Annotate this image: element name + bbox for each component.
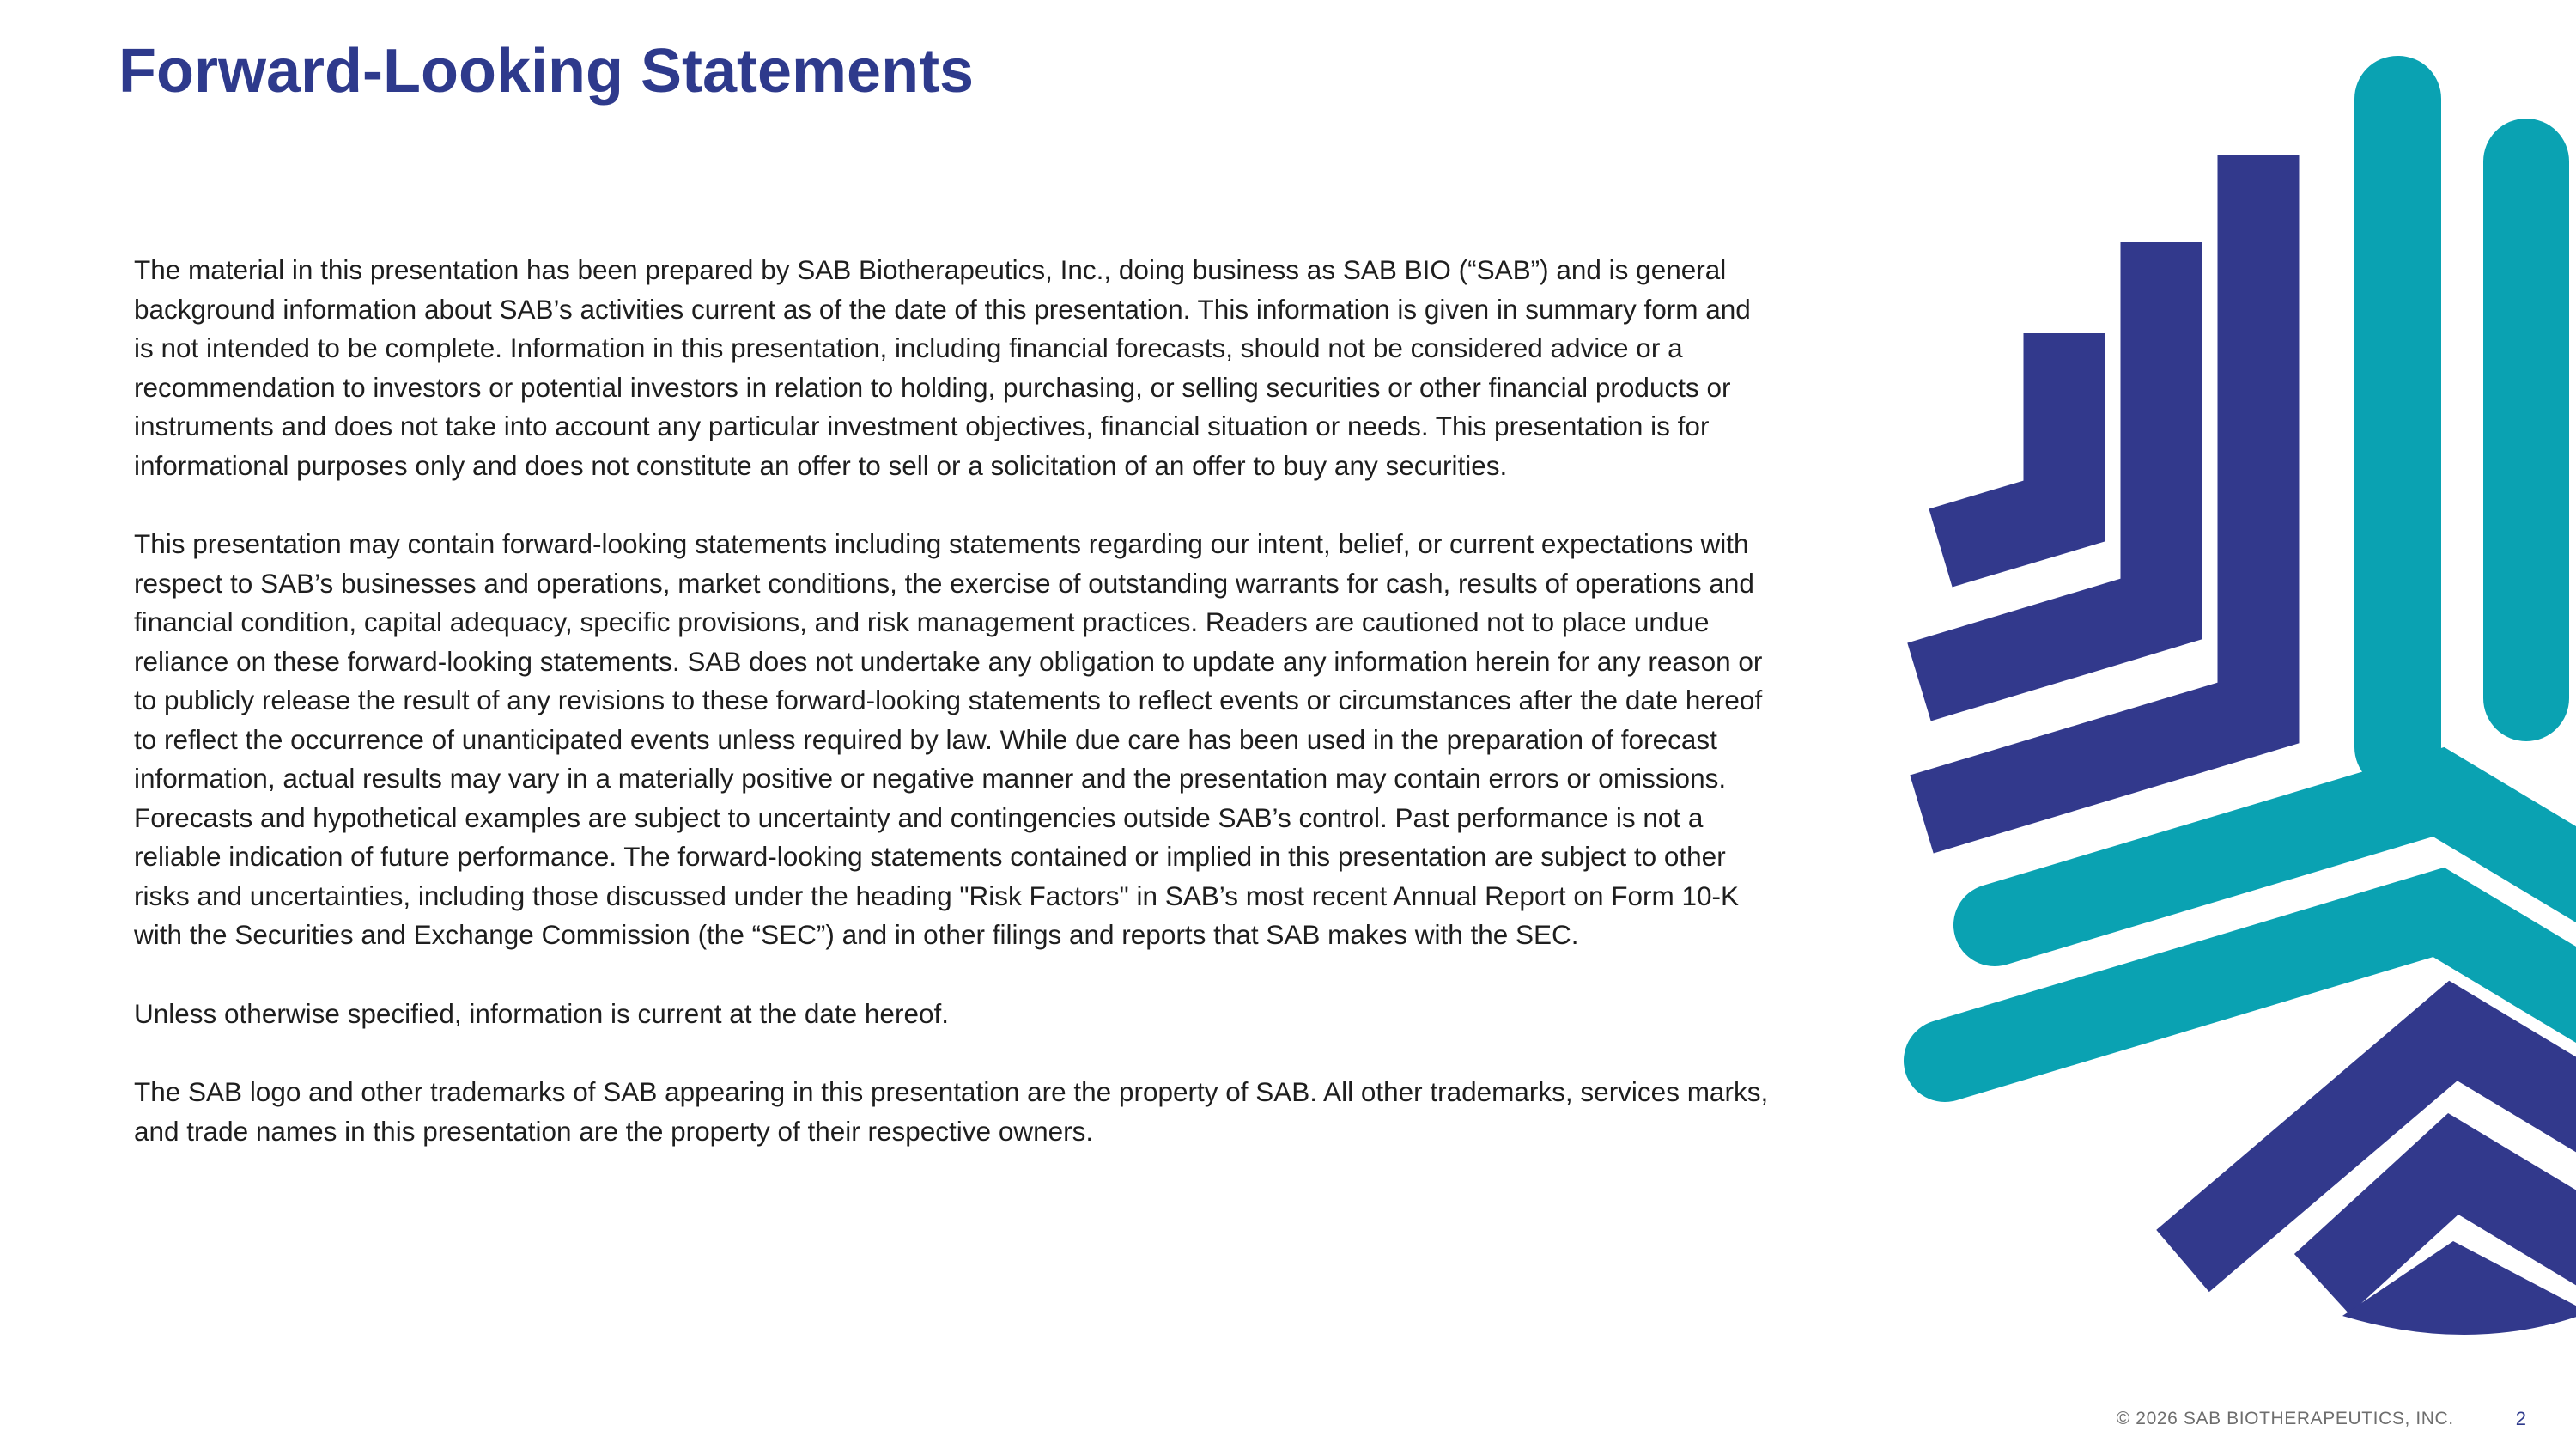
company-logo <box>1872 43 2576 1366</box>
disclaimer-paragraph: This presentation may contain forward-looking statements including statements regarding our intent, belief, or current expectations with respect to SAB’s businesses and operations, market conditions, the exercise of outstanding warrants for cash, results of operations and financial condition, capital adequacy, specific provisions, and risk management practices. Readers are cautioned not to place undue reliance on these forward-looking statements. SAB does not undertake any obligation to update any information herein for any reason or to publicly release the result of any revisions to these forward-looking statements to reflect events or circumstances after the date hereof to reflect the occurrence of unanticipated events unless required by law. While due care has been used in the preparation of forecast information, actual results may vary in a materially positive or negative manner and the presentation may contain errors or omissions. Forecasts and hypothetical examples are subject to uncertainty and contingencies outside SAB’s control. Past performance is not a reliable indication of future performance. The forward-looking statements contained or implied in this presentation are subject to other risks and uncertainties, including those discussed under the heading "Risk Factors" in SAB’s most recent Annual Report on Form 10-K with the Securities and Exchange Commission (the “SEC”) and in other filings and reports that SAB makes with the SEC. <box>134 528 1763 950</box>
page-number: 2 <box>2515 1408 2526 1429</box>
disclaimer-paragraph: The SAB logo and other trademarks of SAB appearing in this presentation are the property of SAB. All other trademarks, services marks, and trade names in this presentation are the property of their respective owners. <box>134 1076 1769 1147</box>
disclaimer-paragraph: The material in this presentation has been prepared by SAB Biotherapeutics, Inc., doing business as SAB BIO (“SAB”) and is general background information about SAB’s activities current as of the date of this presentation. This information is given in summary form and is not intended to be complete. Information in this presentation, including financial forecasts, should not be considered advice or a recommendation to investors or potential investors in relation to holding, purchasing, or selling securities or other financial products or instruments and does not take into account any particular investment objectives, financial situation or needs. This presentation is for informational purposes only and does not constitute an offer to sell or a solicitation of an offer to buy any securities. <box>134 254 1751 481</box>
sab-bio-logo-icon <box>1872 43 2576 1366</box>
page-title: Forward-Looking Statements <box>118 37 975 106</box>
copyright-text: © 2026 SAB BIOTHERAPEUTICS, INC. <box>2116 1409 2454 1428</box>
slide-footer <box>2117 1408 2526 1430</box>
disclaimer-text-block <box>134 251 1774 1190</box>
disclaimer-paragraph: Unless otherwise specified, information is current at the date hereof. <box>134 997 949 1029</box>
